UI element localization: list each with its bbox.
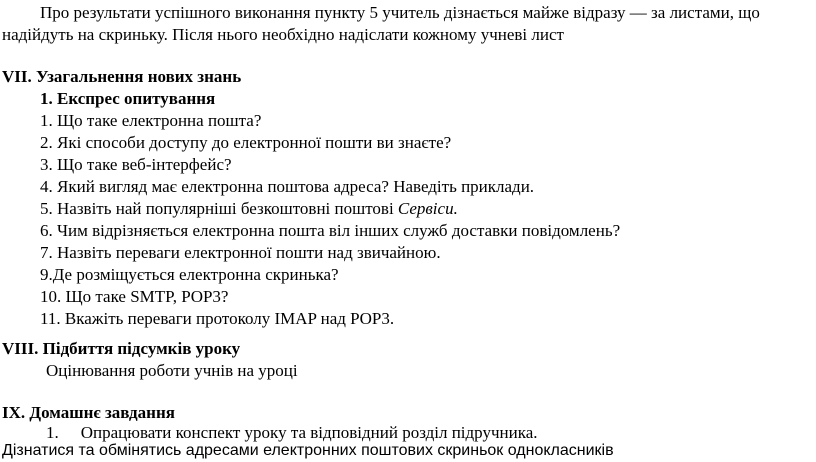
section-9-heading: IX. Домашнє завдання [2, 403, 175, 422]
intro-line-2: надійдуть на скриньку. Після нього необхідно надіслати кожному учневі лист [2, 25, 564, 44]
intro-line-1: Про результати успішного виконання пункту 5 учитель дізнається майже відразу — за листами, що [40, 3, 760, 22]
question-2: 2. Які способи доступу до електронної пошти ви знаєте? [40, 133, 452, 152]
section-7-heading: VII. Узагальнення нових знань [2, 67, 242, 86]
question-5-text: 5. Назвіть най популярніші безкоштовні поштові [40, 199, 398, 218]
question-9: 9.Де розміщується електронна скринька? [40, 265, 339, 284]
question-5 [40, 198, 458, 220]
homework-item-number: 1. [46, 423, 59, 442]
question-5-italic: Сервіси. [397, 199, 458, 218]
question-6: 6. Чим відрізняється електронна пошта віл інших служб доставки повідомлень? [40, 221, 621, 240]
question-3: 3. Що таке веб-інтерфейс? [40, 155, 232, 174]
question-4: 4. Який вигляд має електронна поштова адреса? Наведіть приклади. [40, 177, 535, 196]
question-11: 11. Вкажіть переваги протоколу IMAP над POP3. [40, 309, 395, 328]
question-10: 10. Що таке SMTP, POP3? [40, 287, 229, 306]
question-7: 7. Назвіть переваги електронної пошти над звичайною. [40, 243, 441, 262]
homework-item-text: Опрацювати конспект уроку та відповідний розділ підручника. [80, 423, 538, 442]
question-1: 1. Що таке електронна пошта? [40, 111, 262, 130]
section-7-subheading: 1. Експрес опитування [40, 89, 216, 108]
section-8-heading: VIII. Підбиття підсумків уроку [2, 339, 241, 358]
homework-last-line: Дізнатися та обмінятись адресами електронних поштових скриньок однокласників [2, 442, 614, 459]
section-8-text: Оцінювання роботи учнів на уроці [46, 361, 298, 380]
